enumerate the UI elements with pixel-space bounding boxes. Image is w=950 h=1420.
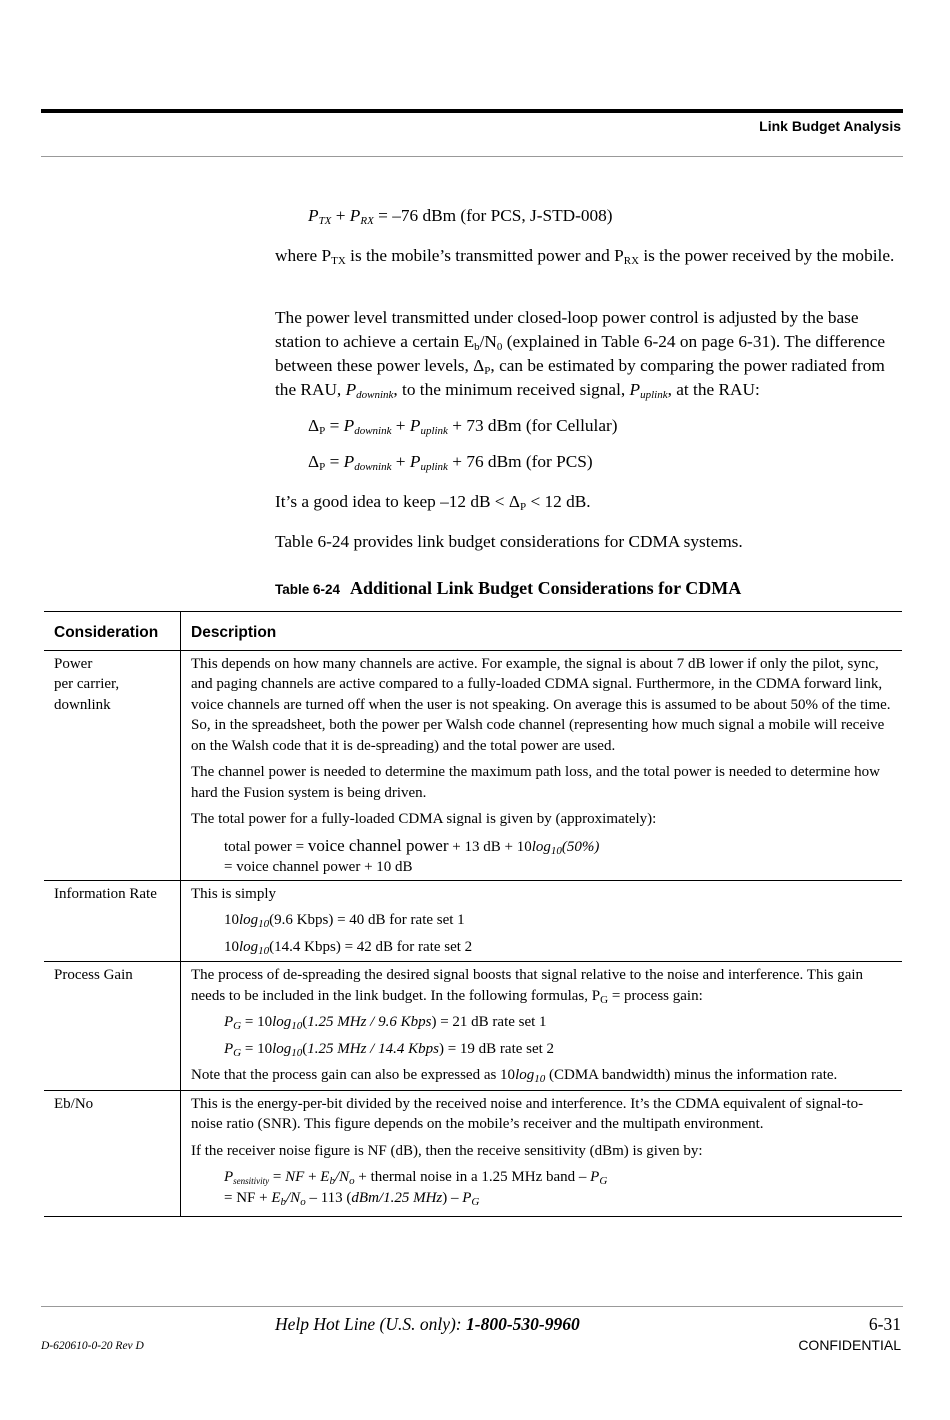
column-header-description: Description — [181, 612, 903, 651]
table-caption-title: Additional Link Budget Considerations for CDMA — [350, 578, 742, 598]
cdma-considerations-table — [44, 611, 902, 1217]
table-row-process-gain — [44, 962, 902, 1091]
consideration-cell: Information Rate — [44, 880, 181, 962]
sensitivity-equation-simplified: = NF + $E_b/N_o - 113$ (dBm/1.25 $MHz) - P_G$ — [224, 1189, 480, 1208]
hotline-number: 1-800-530-9960 — [466, 1314, 580, 1334]
running-header: Link Budget Analysis — [759, 118, 901, 134]
footer-rule — [41, 1306, 903, 1307]
header-divider — [41, 156, 903, 157]
process-gain-equation-2: $P_G = 10\log_{10}(1.25$ MHz / 14.4 Kbps) = 19 dB rate set 2 — [224, 1040, 555, 1059]
description-cell: This depends on how many channels are active. For example, the signal is about 7 dB lower if only the pilot, sync, and paging channels are active compared to a fully-loaded CDMA signal. Furthermore, in the CDMA forward link, voice channels are turned off when the user is not speaking. On average this is assumed to be about 50% of the time. So, in the spreadsheet, both the power per Walsh code channel (representing how much signal a mobile will receive on the Walsh code that it is de-spreading) and the total power are used. The channel power is needed to determine the maximum path loss, and the total power is needed to determine how hard the Fusion system is being driven. The total power for a fully-loaded CDMA signal is given by (approximately): total power = voice channel power + 13 dB + $10\log_{10}(50\%)$ = voice channel power + 10 dB — [181, 650, 903, 880]
table-row-information-rate — [44, 880, 902, 962]
header-rule — [41, 109, 903, 113]
equation-delta-cellular: $\Delta_P = P_{downink} + P_{uplink} + 73$ dBm (for Cellular) — [308, 416, 618, 437]
document-number: D-620610-0-20 Rev D — [41, 1340, 144, 1352]
table-row-eb-no — [44, 1090, 902, 1217]
description-cell: This is simply $10\log_{10}(9.6$ Kbps) = 40 dB for rate set 1 $10\log_{10}(14.4$ Kbps) = 42 dB for rate set 2 — [181, 880, 903, 962]
table-row-power — [44, 650, 902, 880]
table-caption — [275, 578, 741, 599]
confidential-label: CONFIDENTIAL — [798, 1337, 901, 1353]
equation-ptx-prx: $P_{TX} + P_{RX} = -76$ dBm (for PCS, J-STD-008) — [308, 206, 613, 227]
equation-delta-pcs: $\Delta_P = P_{downink} + P_{uplink} + 76$ dBm (for PCS) — [308, 452, 593, 473]
consideration-cell: Power per carrier, downlink — [44, 650, 181, 880]
rate-set-1-equation: $10\log_{10}(9.6$ Kbps) = 40 dB for rate set 1 — [224, 912, 465, 930]
page-number: 6-31 — [868, 1314, 901, 1334]
column-header-consideration: Consideration — [44, 612, 181, 651]
consideration-cell: Process Gain — [44, 962, 181, 1091]
help-hotline: Help Hot Line (U.S. only): 1-800-530-9960 — [275, 1314, 580, 1334]
paragraph-good-idea: It’s a good idea to keep –12 dB < $\Delta_P < 12$ dB. — [275, 492, 591, 513]
description-cell: The process of de-spreading the desired signal boosts that signal relative to the noise and interference. This gain needs to be included in the link budget. In the following formulas, $P_G$ = process gain: $P_G = 10\log_{10}(1.25$ MHz / 9.6 Kbps) = 21 dB rate set 1 $P_G = 10\log_{10}(1.25$ MHz / 14.4 Kbps) = 19 dB rate set 2 Note that the process gain can also be expressed as $10\log_{10}$ (CDMA bandwidth) minus the information rate. — [181, 962, 903, 1091]
process-gain-equation-1: $P_G = 10\log_{10}(1.25$ MHz / 9.6 Kbps) = 21 dB rate set 1 — [224, 1014, 547, 1032]
total-power-equation: total power = voice channel power + 13 dB + $10\log_{10}(50\%)$ — [224, 835, 600, 857]
paragraph-table-ref: Table 6-24 provides link budget considerations for CDMA systems. — [275, 532, 743, 551]
consideration-cell: Eb/No — [44, 1090, 181, 1217]
paragraph-where: where $P_{TX}$ is the mobile’s transmitted power and $P_{RX}$ is the power received by the mobile. — [275, 246, 895, 267]
paragraph-closed-loop: The power level transmitted under closed-loop power control is adjusted by the base station to achieve a certain $E_b/N_0$ (explained in Table 6-24 on page 6-31). The difference between these power levels, $\Delta_P$, can be estimated by comparing the power radiated from the RAU, $P_{downink}$, to the minimum received signal, $P_{uplink}$, at the RAU: — [275, 308, 886, 401]
table-caption-label: Table 6-24 — [275, 582, 341, 597]
rate-set-2-equation: $10\log_{10}(14.4$ Kbps) = 42 dB for rate set 2 — [224, 938, 473, 957]
description-cell: This is the energy-per-bit divided by the received noise and interference. It’s the CDMA equivalent of signal-to-noise ratio (SNR). This figure depends on the mobile’s receiver and the multipath environment. If the receiver noise figure is NF (dB), then the receive sensitivity (dBm) is given by: $P_{sensitivity}$ = NF + $E_b/N_o$ + thermal noise in a 1.25 MHz band – $P_G$ = NF + $E_b/N_o - 113$ (dBm/1.25 $MHz) - P_G$ — [181, 1090, 903, 1217]
sensitivity-equation: $P_{sensitivity}$ = NF + $E_b/N_o$ + thermal noise in a 1.25 MHz band – $P_G$ — [224, 1169, 608, 1187]
table-header-row — [44, 612, 902, 651]
